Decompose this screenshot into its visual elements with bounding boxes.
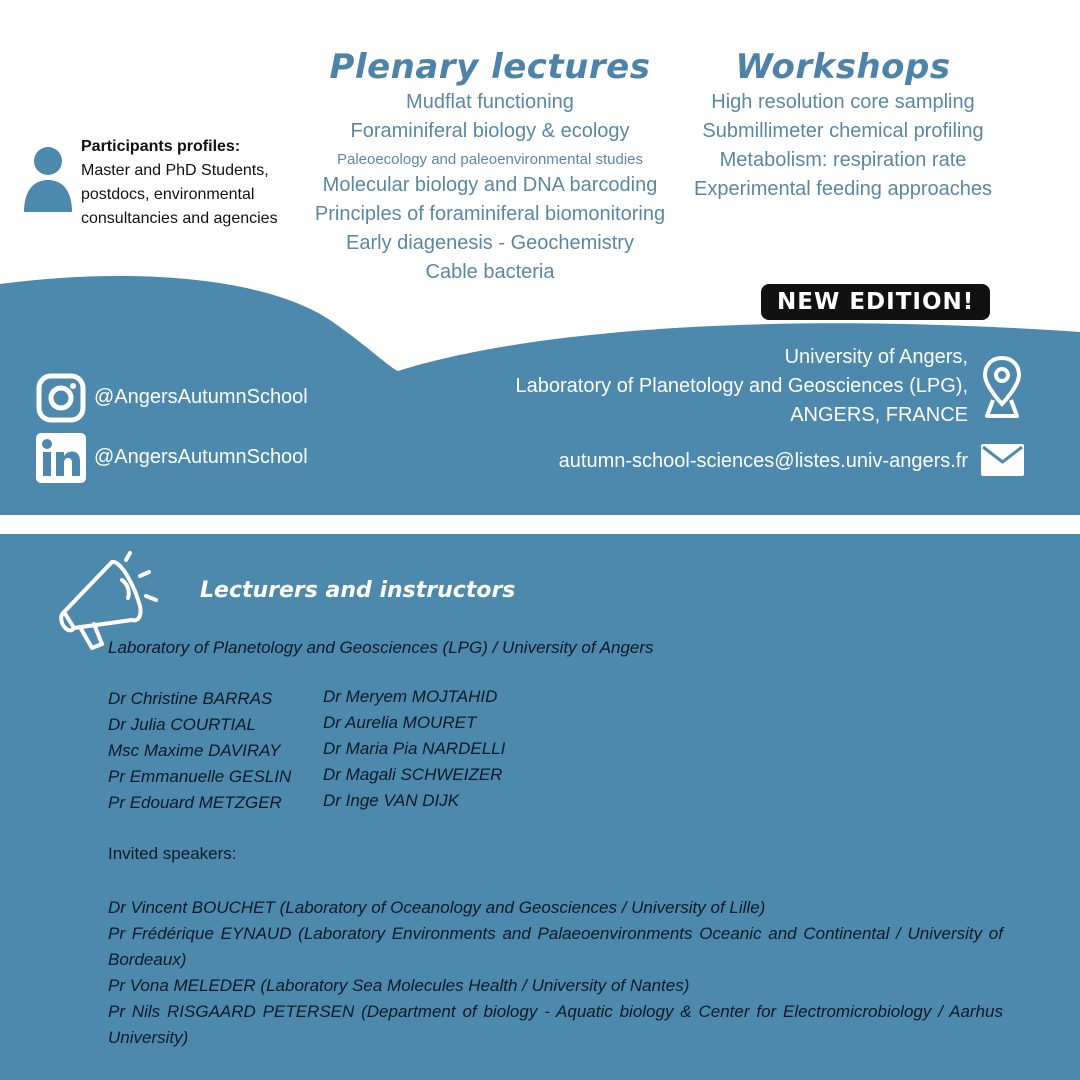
invited-speaker: Dr Vincent BOUCHET (Laboratory of Oceanology and Geosciences / University of Lille) [108,898,766,917]
address-line: University of Angers, [784,346,968,368]
participants-line: postdocs, environmental [81,186,255,203]
invited-speaker: Pr Frédérique EYNAUD (Laboratory Environments and Palaeoenvironments Oceanic and Continental / University of Bordeaux) [108,924,1003,969]
lecturers-column-1 [108,686,291,816]
linkedin-icon[interactable] [36,433,86,483]
lecturer-name: Msc Maxime DAVIRAY [108,741,281,760]
workshop-item: Metabolism: respiration rate [719,149,967,171]
lecturer-name: Pr Edouard METZGER [108,793,282,812]
workshops-heading: Workshops [735,47,951,87]
address-line: Laboratory of Planetology and Geosciences (LPG), [515,375,968,397]
invited-speakers [108,895,1003,1051]
plenary-heading: Plenary lectures [329,47,651,87]
invited-label: Invited speakers: [108,844,237,863]
workshop-item: Submillimeter chemical profiling [702,120,984,142]
instagram-icon[interactable] [36,373,86,423]
lecturer-name: Pr Emmanuelle GESLIN [108,767,292,786]
mail-icon[interactable] [981,444,1024,476]
plenary-item: Mudflat functioning [406,91,574,113]
new-edition-badge: NEW EDITION! [761,284,990,320]
lecturer-name: Dr Inge VAN DIJK [323,791,460,810]
user-icon [22,146,74,214]
instagram-handle[interactable]: @AngersAutumnSchool [94,386,308,408]
email-address[interactable]: autumn-school-sciences@listes.univ-angers.fr [558,450,968,472]
lecturers-column-2 [323,684,505,814]
plenary-item: Early diagenesis - Geochemistry [346,232,634,254]
lecturer-name: Dr Christine BARRAS [108,689,273,708]
plenary-lectures [290,46,690,287]
lecturer-name: Dr Julia COURTIAL [108,715,256,734]
participants-line: consultancies and agencies [81,210,278,227]
participants-title: Participants profiles: [81,138,241,155]
lecturer-name: Dr Aurelia MOURET [323,713,477,732]
address-block [516,343,968,430]
plenary-item: Principles of foraminiferal biomonitoring [314,203,666,225]
lecturer-name: Dr Maria Pia NARDELLI [323,739,506,758]
plenary-item: Cable bacteria [425,261,555,283]
invited-speaker: Pr Vona MELEDER (Laboratory Sea Molecules Health / University of Nantes) [108,976,690,995]
plenary-item: Molecular biology and DNA barcoding [322,174,658,196]
lecturer-name: Dr Magali SCHWEIZER [323,765,503,784]
plenary-item: Foraminiferal biology & ecology [350,120,630,142]
lecturer-name: Dr Meryem MOJTAHID [323,687,498,706]
lecturers-heading: Lecturers and instructors [200,578,516,603]
plenary-item: Paleoecology and paleoenvironmental studies [336,151,644,168]
invited-speaker: Pr Nils RISGAARD PETERSEN (Department of biology - Aquatic biology & Center for Electromicrobiology / Aarhus University) [108,1002,1003,1047]
linkedin-handle[interactable]: @AngersAutumnSchool [94,446,308,468]
participants-line: Master and PhD Students, [81,162,269,179]
workshop-item: High resolution core sampling [711,91,975,113]
address-line: ANGERS, FRANCE [790,404,968,426]
lecturers-affiliation: Laboratory of Planetology and Geosciences (LPG) / University of Angers [108,638,654,657]
workshops [683,46,1003,204]
participants-profile [81,135,278,231]
map-pin-icon [980,354,1024,420]
workshop-item: Experimental feeding approaches [694,178,992,200]
